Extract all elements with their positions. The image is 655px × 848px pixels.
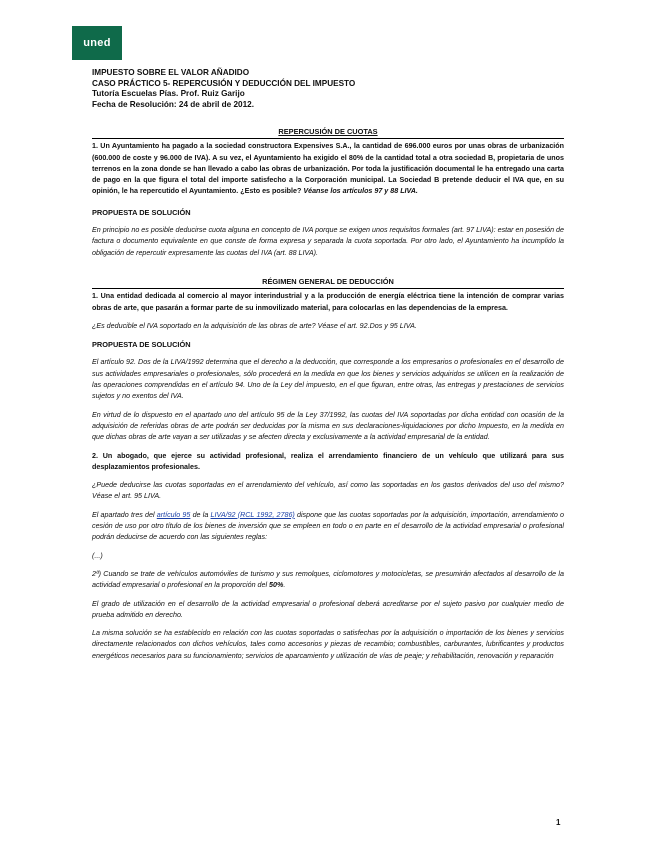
question-2-1: 1. Una entidad dedicada al comercio al mayor interindustrial y a la producción de energía eléctrica tiene la intención de comprar varias obras de arte, que pasarán a formar parte de su inmovilizado material, para colocarlas en las dependencias de la empresa. [92,292,564,312]
section-divider [92,138,564,139]
page-number: 1 [556,818,561,827]
question-1-text: 1. Un Ayuntamiento ha pagado a la sociedad constructora Expensives S.A., la cantidad de 696.000 euros por unas obras de urbanización (600.000 de coste y 96.000 de IVA). A su vez, el Ayuntamiento ha exigido el 80% de la cantidad total a otra sociedad B, propietaria de unos terrenos en la zona donde se han llevado a cabo las obras de urbanización. Por toda la justificación documental le ha entregado una carta de pago en la que figura el total del importe satisfecho a la Corporación municipal. La Sociedad B pretende deducir el IVA que, en su opinión, le ha repercutido el Ayuntamiento. ¿Esto es posible? [92,142,564,196]
logo-text: uned [83,37,111,49]
uned-logo [72,26,122,60]
header-case: CASO PRÁCTICO 5- REPERCUSIÓN Y DEDUCCIÓN DEL IMPUESTO [92,78,356,88]
section-title-regimen: RÉGIMEN GENERAL DE DEDUCCIÓN [262,276,394,286]
question-2-2-question: ¿Puede deducirse las cuotas soportadas en el arrendamiento del vehículo, así como las soportadas en los gastos derivados del uso del mismo? Véase el art. 95 LIVA. [92,481,564,501]
rule-2: 2ª) Cuando se trate de vehículos automóviles de turismo y sus remolques, ciclomotores y motocicletas, se presumirán afectados al desarrollo de la actividad empresarial o profesional en la proporción del 50%. [92,569,564,590]
question-2-2: 2. Un abogado, que ejerce su actividad profesional, realiza el arrendamiento financiero de un vehículo que utilizará para sus desplazamientos profesionales. [92,451,564,471]
document-body [92,126,564,662]
answer-2-1-paragraph-2: En virtud de lo dispuesto en el apartado uno del artículo 95 de la Ley 37/1992, las cuotas del IVA soportadas por dicha entidad con ocasión de la adquisición de referidas obras de arte podrán ser deducidas por la misma en sus declaraciones-liquidaciones por dicho Impuesto, en la medida en que dichas obras de arte vayan a ser utilizadas y se afecten directa y exclusivamente a la actividad empresarial de la entidad. [92,410,564,442]
section-title-repercusion: REPERCUSIÓN DE CUOTAS [278,127,378,136]
link-liva-92[interactable]: LIVA/92 (RCL 1992, 2786) [210,510,295,519]
answer-2-2-paragraph-1: El apartado tres del artículo 95 de la LIVA/92 (RCL 1992, 2786) dispone que las cuotas soportadas por la adquisición, importación, arrendamiento o cesión de uso por otro título de los bienes de inversión que se empleen en todo o en parte en el desarrollo de la actividad empresarial o profesional podrán deducirse de acuerdo con las siguientes reglas: [92,510,564,542]
link-articulo-95[interactable]: artículo 95 [156,510,191,519]
solution-label: PROPUESTA DE SOLUCIÓN [92,207,191,217]
section-divider [92,288,564,289]
document-header [92,68,572,110]
answer-2-2-paragraph-3: El grado de utilización en el desarrollo de la actividad empresarial o profesional deberá acreditarse por el sujeto pasivo por cualquier medio de prueba admitido en derecho. [92,599,564,619]
answer-2-2-paragraph-4: La misma solución se ha establecido en relación con las cuotas soportadas o satisfechas por la adquisición o importación de los bienes y servicios directamente relacionados con dichos vehículos, tales como accesorios y piezas de recambio; combustibles, carburantes, lubrificantes y productos energéticos necesarios para su funcionamiento; servicios de aparcamiento y utilización de vías de peaje; y rehabilitación, renovación y reparación [92,629,564,660]
solution-label-2: PROPUESTA DE SOLUCIÓN [92,340,191,350]
header-date: Fecha de Resolución: 24 de abril de 2012. [92,99,254,109]
header-title: IMPUESTO SOBRE EL VALOR AÑADIDO [92,68,250,77]
answer-2-1-paragraph-1: El artículo 92. Dos de la LIVA/1992 determina que el derecho a la deducción, que corresponde a los empresarios o profesionales en el desarrollo de sus actividades empresariales o profesionales, sólo procederá en la medida en que los bienes y servicios adquiridos se utilicen en la realización de las operaciones comprendidas en el artículo 94. Uno de la Ley del impuesto, en el que figuran, entre otras, las entregas y prestaciones de servicios sujetos y no exentos del IVA. [92,358,564,401]
ellipsis: (...) [92,551,103,560]
question-1 [92,141,564,197]
header-tutor: Tutoría Escuelas Pías. Prof. Ruiz Garijo [92,89,245,99]
rule-2-percentage: 50% [269,581,284,590]
answer-1: En principio no es posible deducirse cuota alguna en concepto de IVA porque se exigen unos requisitos formales (art. 97 LIVA): estar en posesión de factura o documento equivalente en que conste de forma expresa y separada la cuota soportada. Por otro lado, el Ayuntamiento ha incumplido la obligación de repercutir expresamente las cuotas del IVA (art. 88 LIVA). [92,226,564,257]
question-1-ref: Véanse los artículos 97 y 88 LIVA. [303,187,418,196]
question-2-1-question: ¿Es deducible el IVA soportado en la adquisición de las obras de arte? Véase el art. 92.Dos y 95 LIVA. [92,321,417,330]
